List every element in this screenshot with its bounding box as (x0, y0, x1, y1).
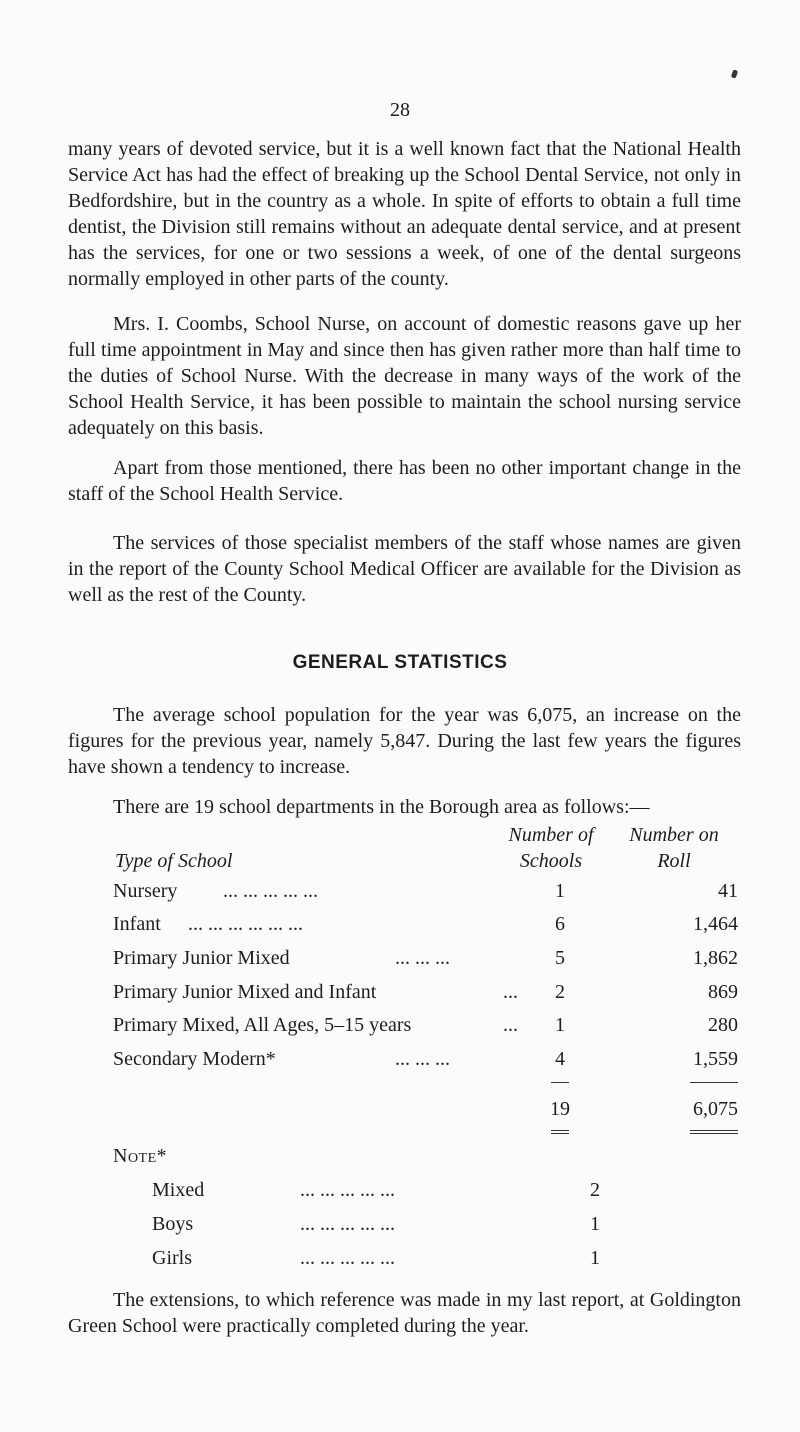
column-header-roll-line1: Number on (629, 824, 719, 846)
note-label: Girls (152, 1247, 192, 1269)
leader-dots: ... (503, 1014, 518, 1036)
paragraph-specialist-staff: The services of those specialist members of the staff whose names are given in the report of the County School Medical Officer are available for the Division as well as the rest of the County. (68, 532, 741, 606)
total-rule-roll-2 (690, 1133, 738, 1134)
row-label: Infant (113, 913, 161, 935)
row-schools: 1 (555, 1014, 565, 1036)
row-label: Primary Junior Mixed and Infant (113, 981, 377, 1003)
note-row (0, 1245, 800, 1271)
row-roll: 1,464 (693, 913, 738, 935)
total-roll: 6,075 (693, 1098, 738, 1120)
note-value: 2 (590, 1179, 600, 1201)
row-schools: 1 (555, 880, 565, 902)
leader-dots: ... ... ... ... ... (300, 1213, 395, 1235)
table-row (0, 1046, 800, 1072)
note-title: Note* (113, 1145, 168, 1167)
print-speck (731, 69, 738, 78)
subtotal-rule-schools (551, 1082, 569, 1083)
table-row (0, 1012, 800, 1038)
note-row (0, 1211, 800, 1237)
row-roll: 41 (718, 880, 738, 902)
row-roll: 1,559 (693, 1048, 738, 1070)
table-row (0, 979, 800, 1005)
column-header-schools (503, 822, 599, 874)
column-header-roll-line2: Roll (657, 850, 691, 872)
row-label: Primary Mixed, All Ages, 5–15 years (113, 1014, 412, 1036)
leader-dots: ... (503, 981, 518, 1003)
note-row (0, 1177, 800, 1203)
row-schools: 6 (555, 913, 565, 935)
table-row (0, 878, 800, 904)
column-header-roll (610, 822, 738, 874)
paragraph-average-population: The average school population for the year was 6,075, an increase on the figures for the previous year, namely 5,847. During the last few years the figures have shown a tendency to increase. (68, 704, 741, 778)
leader-dots: ... ... ... ... ... (223, 880, 318, 902)
table-intro: There are 19 school departments in the Borough area as follows:— (113, 796, 650, 818)
leader-dots: ... ... ... ... ... ... (188, 913, 303, 935)
note-value: 1 (590, 1213, 600, 1235)
total-schools: 19 (550, 1098, 570, 1120)
paragraph-school-nurse: Mrs. I. Coombs, School Nurse, on account of domestic reasons gave up her full time appointment in May and since then has given rather more than half time to the duties of School Nurse. With the decrease in many ways of the work of the School Health Service, it has been possible to maintain the school nursing service adequately on this basis. (68, 313, 741, 439)
subtotal-rule-roll (690, 1082, 738, 1083)
row-label: Nursery (113, 880, 178, 902)
row-label: Secondary Modern* (113, 1048, 276, 1070)
table-row (0, 911, 800, 937)
note-label: Mixed (152, 1179, 205, 1201)
column-header-schools-line1: Number of (508, 824, 594, 846)
total-rule-roll-1 (690, 1130, 738, 1131)
page-number: 28 (390, 99, 410, 121)
row-roll: 1,862 (693, 947, 738, 969)
paragraph-extensions: The extensions, to which reference was made in my last report, at Goldington Green School were practically completed during the year. (68, 1289, 741, 1337)
row-roll: 869 (708, 981, 738, 1003)
column-header-schools-line2: Schools (519, 850, 583, 872)
note-label: Boys (152, 1213, 194, 1235)
total-rule-schools-1 (551, 1130, 569, 1131)
leader-dots: ... ... ... ... ... (300, 1247, 395, 1269)
total-rule-schools-2 (551, 1133, 569, 1134)
section-heading: GENERAL STATISTICS (292, 652, 508, 673)
row-schools: 4 (555, 1048, 565, 1070)
column-header-type: Type of School (115, 850, 233, 872)
leader-dots: ... ... ... (395, 1048, 450, 1070)
paragraph-dental-service: many years of devoted service, but it is a well known fact that the National Health Service Act has had the effect of breaking up the School Dental Service, not only in Bedfordshire, but in the country as a whole. In spite of efforts to obtain a full time dentist, the Division still remains without an adequate dental service, and at present has the services, for one or two sessions a week, of one of the dental surgeons normally employed in other parts of the county. (68, 138, 741, 290)
leader-dots: ... ... ... (395, 947, 450, 969)
row-label: Primary Junior Mixed (113, 947, 290, 969)
row-schools: 5 (555, 947, 565, 969)
row-roll: 280 (708, 1014, 738, 1036)
paragraph-staff-changes: Apart from those mentioned, there has been no other important change in the staff of the School Health Service. (68, 457, 741, 505)
note-value: 1 (590, 1247, 600, 1269)
table-row (0, 945, 800, 971)
leader-dots: ... ... ... ... ... (300, 1179, 395, 1201)
row-schools: 2 (555, 981, 565, 1003)
